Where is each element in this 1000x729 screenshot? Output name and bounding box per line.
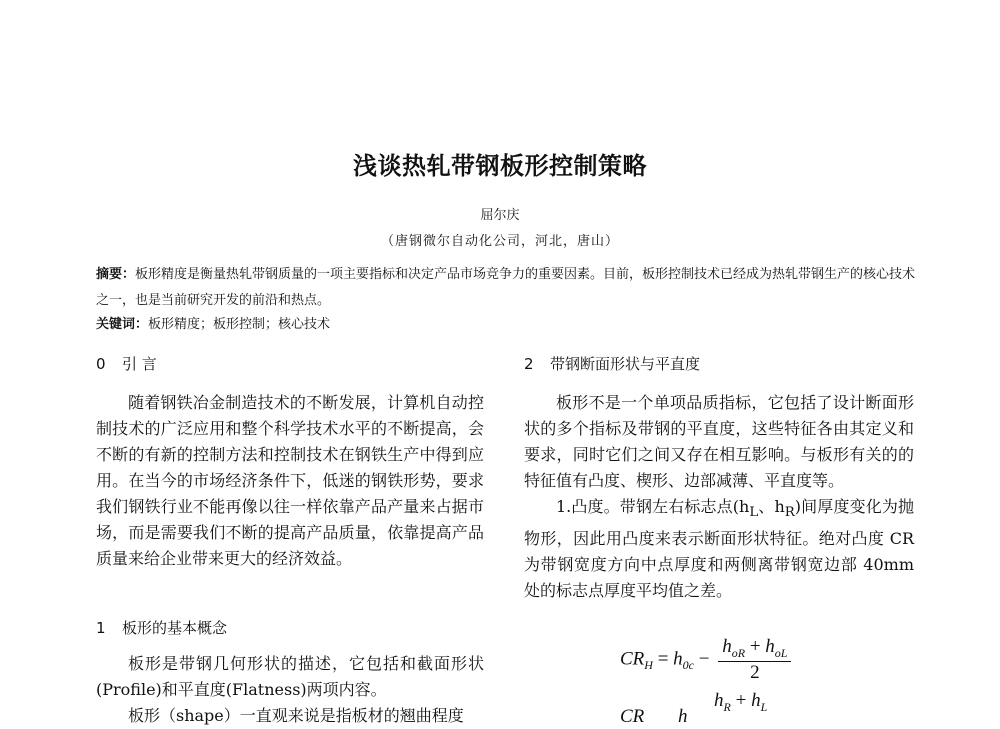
section-1-title: 板形的基本概念: [122, 619, 228, 637]
section-0-heading: [96, 353, 157, 374]
section-1-heading: [96, 617, 227, 638]
author: 屈尔庆: [480, 208, 520, 223]
affiliation: （唐钢微尔自动化公司，河北，唐山）: [380, 234, 619, 249]
section-1-number: 1: [96, 619, 106, 637]
eq1-denominator: 2: [750, 661, 760, 683]
eq1-minus: −: [698, 648, 710, 670]
eq2-h: h: [678, 706, 688, 727]
eq2-num-b-sub: L: [760, 699, 768, 714]
eq2-num-a: h: [714, 690, 724, 711]
eq1-lhs-sub: H: [644, 658, 653, 673]
eq1-num-a-sub: oR: [731, 645, 746, 660]
keywords-text: 板形精度；板形控制；核心技术: [148, 317, 331, 332]
keywords-label: 关键词：: [96, 317, 149, 332]
equation-1: [620, 636, 791, 684]
eq1-equals: =: [657, 648, 669, 670]
section-2-number: 2: [524, 355, 534, 373]
eq1-num-b-sub: oL: [774, 645, 788, 660]
section-2-body: [524, 390, 914, 604]
crown-sep: 、h: [758, 497, 785, 516]
crown-sub-r: R: [784, 505, 795, 521]
eq1-numerator: [718, 636, 791, 662]
crown-sub-l: L: [749, 505, 759, 521]
eq1-h: h: [673, 648, 683, 670]
section-2-heading: [524, 353, 700, 374]
section-1-body: [96, 651, 484, 729]
paper-title: 浅谈热轧带钢板形控制策略: [353, 152, 647, 180]
eq2-plus: +: [735, 690, 747, 711]
eq2-numerator: [714, 690, 767, 715]
section-0-number: 0: [96, 355, 106, 373]
crown-text-b: )间厚度变化为抛物形，因此用凸度来表示断面形状特征。绝对凸度 CR 为带钢宽度方向中点厚度和两侧离带钢宽边部 40mm 处的标志点厚度平均值之差。: [524, 497, 914, 601]
eq1-num-a: h: [722, 636, 732, 657]
section-1-paragraph: 板形是带钢几何形状的描述，它包括和截面形状(Profile)和平直度(Flatness)两项内容。: [96, 654, 484, 699]
keywords: [96, 314, 916, 336]
eq2-lhs: CR: [620, 706, 645, 727]
eq1-h-sub: 0c: [682, 658, 694, 673]
eq1-lhs: CR: [620, 648, 645, 670]
eq1-num-b: h: [765, 636, 775, 657]
crown-text-a: 1.凸度。带钢左右标志点(h: [556, 497, 750, 516]
eq1-fraction: [718, 636, 791, 684]
abstract-text: 板形精度是衡量热轧带钢质量的一项主要指标和决定产品市场竞争力的重要因素。目前，板形控制技术已经成为热轧带钢生产的核心技术之一，也是当前研究开发的前沿和热点。: [96, 267, 916, 308]
crown-paragraph: [524, 494, 914, 604]
eq2-num-a-sub: R: [723, 699, 731, 714]
section-0-title: 引 言: [122, 355, 157, 373]
eq1-plus: +: [749, 636, 761, 657]
section-2-paragraph: 板形不是一个单项品质指标，它包括了设计断面形状的多个指标及带钢的平直度，这些特征各由其定义和要求，同时它们之间又存在相互影响。与板形有关的的特征值有凸度、楔形、边部减薄、平直度等。: [524, 393, 914, 490]
section-0-paragraph: 随着钢铁冶金制造技术的不断发展，计算机自动控制技术的广泛应用和整个科学技术水平的不断提高，会不断的有新的控制方法和控制技术在钢铁生产中得到应用。在当今的市场经济条件下，低迷的钢铁形势，要求我们钢铁行业不能再像以往一样依靠产品产量来占据市场，而是需要我们不断的提高产品质量，依靠提高产品质量来给企业带来更大的经济效益。: [96, 393, 484, 568]
abstract-label: 摘要：: [96, 267, 136, 282]
section-0-body: [96, 390, 484, 572]
section-1-paragraph-2: 板形（shape）一直观来说是指板材的翘曲程度: [128, 706, 464, 725]
section-2-title: 带钢断面形状与平直度: [550, 355, 701, 373]
eq2-num-b: h: [751, 690, 761, 711]
abstract: [96, 262, 916, 314]
